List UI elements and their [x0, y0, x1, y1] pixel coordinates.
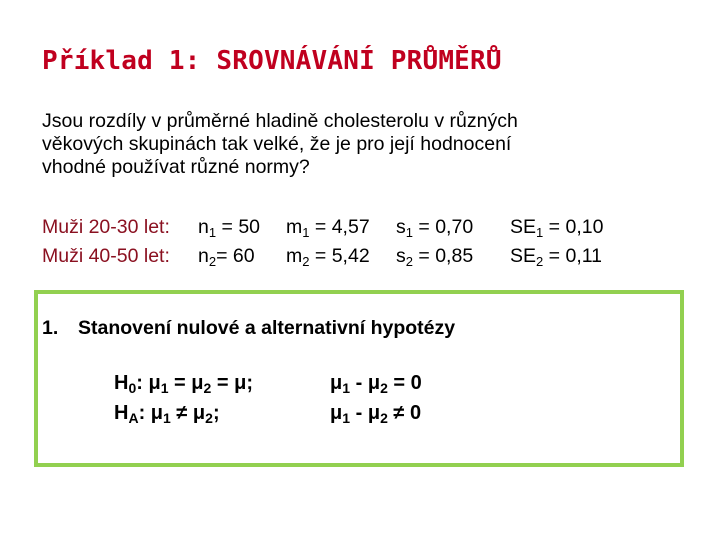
n-value: $n_1 = 50$ — [198, 216, 261, 240]
sd-value: $s_1 = 0,70$ — [396, 216, 474, 240]
n-value: $n_2= 60$ — [198, 245, 255, 269]
alternative-hypothesis: $H_A$: $\mu_1 \ne \mu_2$; — [114, 402, 220, 426]
mean-value: $m_1 = 4,57$ — [286, 216, 370, 240]
se-value: $SE_2 = 0,11$ — [510, 245, 602, 269]
difference-equal: $\mu_1 - \mu_2 = 0$ — [330, 372, 422, 396]
question-line: vhodné používat různé normy? — [42, 156, 310, 178]
mean-value: $m_2 = 5,42$ — [286, 245, 370, 269]
group-label: Muži 40-50 let: — [42, 245, 170, 267]
se-value: $SE_1 = 0,10$ — [510, 216, 604, 240]
difference-not-equal: $\mu_1 - \mu_2 \ne 0$ — [330, 402, 422, 426]
step-text: Stanovení nulové a alternativní hypotézy — [78, 317, 456, 339]
slide-title: Příklad 1: SROVNÁVÁNÍ PRŮMĚRŮ — [42, 46, 502, 76]
sd-value: $s_2 = 0,85$ — [396, 245, 474, 269]
step-number: 1. — [42, 317, 59, 339]
question-line: Jsou rozdíly v průměrné hladině cholesterolu v různých — [42, 110, 518, 132]
group-label: Muži 20-30 let: — [42, 216, 170, 238]
question-text — [42, 110, 682, 179]
question-line: věkových skupinách tak velké, že je pro její hodnocení — [42, 133, 512, 155]
null-hypothesis: $H_0$: $\mu_1 = \mu_2 = \mu$; — [114, 372, 254, 396]
